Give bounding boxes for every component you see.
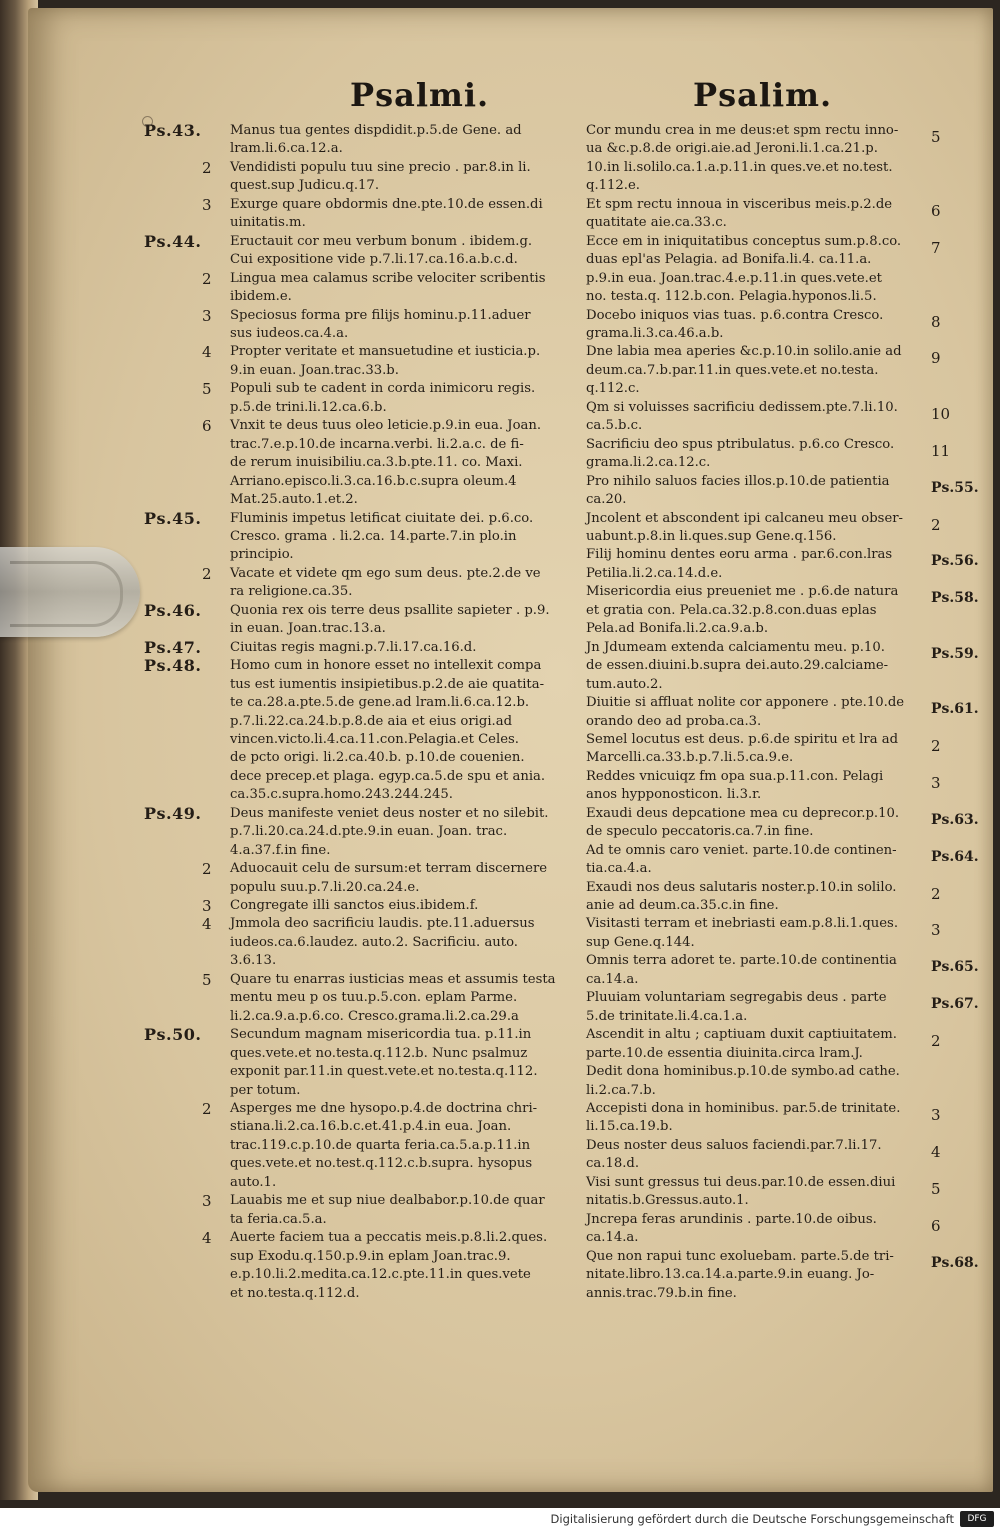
margin-reference: Ps.58. <box>931 590 979 607</box>
index-entry <box>586 546 979 583</box>
entry-line: ta feria.ca.5.a. <box>230 1211 327 1227</box>
entry-line: 4.a.37.f.in fine. <box>230 842 331 858</box>
entry-line: li.15.ca.19.b. <box>586 1119 673 1135</box>
entry-line: Ad te omnis caro veniet. parte.10.de continen- <box>586 842 897 858</box>
margin-reference: Ps.55. <box>931 479 979 496</box>
entry-line: uabunt.p.8.in li.ques.sup Gene.q.156. <box>586 528 837 544</box>
index-entry <box>148 380 578 417</box>
entry-line: Vnxit te deus tuus oleo leticie.p.9.in eua. Joan. <box>230 418 542 434</box>
index-entry <box>148 971 578 1026</box>
entry-line: Quare tu enarras iusticias meas et assumis testa <box>230 971 556 987</box>
index-entry <box>148 159 578 196</box>
entry-line: Jncrepa feras arundinis . parte.10.de oibus. <box>586 1211 877 1227</box>
margin-reference: 9 <box>931 349 941 368</box>
margin-reference: 2 <box>931 736 941 755</box>
margin-reference: Ps.65. <box>931 959 979 976</box>
index-entry <box>148 270 578 307</box>
entry-line: Qm si voluisses sacrificiu dedissem.pte.7.li.10. <box>586 399 898 415</box>
entry-line: Sacrificiu deo spus ptribulatus. p.6.co Cresco. <box>586 436 895 452</box>
entry-line: p.7.li.22.ca.24.b.p.8.de aia et eius origi.ad <box>230 713 513 729</box>
right-column <box>586 122 979 1303</box>
index-entry <box>586 1174 964 1211</box>
entry-line: Speciosus forma pre filijs hominu.p.11.aduer <box>230 307 531 323</box>
margin-reference: 7 <box>931 238 941 257</box>
margin-reference: 4 <box>931 1142 941 1161</box>
entry-line: Fluminis impetus letificat ciuitate dei. p.6.co. <box>230 510 534 526</box>
entry-line: ua &c.p.8.de origi.aie.ad Jeroni.li.1.ca.21.p. <box>586 141 878 157</box>
verse-number: 4 <box>202 915 212 934</box>
entry-line: p.9.in eua. Joan.trac.4.e.p.11.in ques.vete.et <box>586 270 882 286</box>
entry-line: de essen.diuini.b.supra dei.auto.29.calciame- <box>586 658 889 674</box>
left-column <box>144 121 578 1303</box>
entry-line: li.2.ca.7.b. <box>586 1082 656 1098</box>
verse-number: 5 <box>202 970 212 989</box>
verse-number: 4 <box>202 343 212 362</box>
index-entry <box>148 1100 578 1192</box>
index-entry <box>586 233 964 307</box>
index-entry <box>586 952 979 989</box>
entry-line: sup Gene.q.144. <box>586 934 695 950</box>
index-entry <box>148 915 578 970</box>
verse-number: 3 <box>202 897 212 916</box>
index-entry <box>144 803 578 860</box>
margin-reference: Ps.61. <box>931 701 979 718</box>
entry-line: 9.in euan. Joan.trac.33.b. <box>230 362 399 378</box>
index-entry <box>144 231 578 270</box>
index-entry <box>586 307 964 344</box>
entry-line: Vacate et videte qm ego sum deus. pte.2.de ve <box>230 565 541 581</box>
margin-reference: Ps.56. <box>931 553 979 570</box>
index-entry <box>586 436 964 473</box>
paper-clip <box>0 547 140 637</box>
entry-line: Visitasti terram et inebriasti eam.p.8.li.1.ques. <box>586 916 899 932</box>
psalm-number: Ps.47. <box>144 637 202 657</box>
entry-line: Lauabis me et sup niue dealbabor.p.10.de quar <box>230 1193 545 1209</box>
margin-reference: 2 <box>931 515 941 534</box>
index-entry <box>148 565 578 602</box>
index-entry <box>586 879 964 916</box>
margin-reference: Ps.68. <box>931 1254 979 1271</box>
margin-reference: 5 <box>931 128 941 146</box>
margin-reference: Ps.64. <box>931 848 979 865</box>
entry-line: per totum. <box>230 1082 301 1098</box>
entry-line: trac.119.c.p.10.de quarta feria.ca.5.a.p.11.in <box>230 1137 531 1153</box>
entry-line: Cor mundu crea in me deus:et spm rectu inno- <box>586 123 899 138</box>
entry-line: lram.li.6.ca.12.a. <box>230 141 343 157</box>
psalm-number: Ps.48. <box>144 656 202 676</box>
margin-reference: 3 <box>931 773 941 792</box>
running-head-right: Psalim. <box>693 76 833 114</box>
entry-line: Jncolent et abscondent ipi calcaneu meu obser- <box>586 510 904 526</box>
index-entry <box>586 768 964 805</box>
entry-line: no. testa.q. 112.b.con. Pelagia.hyponos.li.5. <box>586 289 877 305</box>
entry-line: tus est iumentis insipietibus.p.2.de aie quatita- <box>230 676 545 692</box>
margin-reference: 2 <box>931 1032 941 1051</box>
entry-line: auto.1. <box>230 1174 277 1190</box>
dfg-logo: DFG <box>960 1511 994 1527</box>
entry-line: Omnis terra adoret te. parte.10.de continentia <box>586 953 897 969</box>
index-entry <box>586 399 964 436</box>
entry-line: Exaudi nos deus salutaris noster.p.10.in solilo. <box>586 879 897 895</box>
entry-line: grama.li.3.ca.46.a.b. <box>586 325 724 341</box>
index-entry <box>586 122 964 196</box>
entry-line: Exurge quare obdormis dne.pte.10.de essen.di <box>230 196 543 212</box>
entry-line: Pluuiam voluntariam segregabis deus . parte <box>586 990 887 1006</box>
verse-number: 3 <box>202 306 212 325</box>
margin-reference: 10 <box>931 404 951 423</box>
index-entry <box>586 989 979 1026</box>
entry-line: quatitate aie.ca.33.c. <box>586 215 727 231</box>
margin-reference: 8 <box>931 312 941 331</box>
entry-line: trac.7.e.p.10.de incarna.verbi. li.2.a.c. de fi- <box>230 436 524 452</box>
entry-line: anie ad deum.ca.35.c.in fine. <box>586 898 779 914</box>
entry-line: Filij hominu dentes eoru arma . par.6.con.lras <box>586 547 893 563</box>
funding-credit: Digitalisierung gefördert durch die Deutsche Forschungsgemeinschaft <box>550 1512 954 1526</box>
entry-line: li.2.ca.9.a.p.6.co. Cresco.grama.li.2.ca.29.a <box>230 1008 519 1024</box>
entry-line: in euan. Joan.trac.13.a. <box>230 621 386 637</box>
psalm-number: Ps.46. <box>144 600 202 620</box>
entry-line: Docebo iniquos vias tuas. p.6.contra Cresco. <box>586 307 884 323</box>
index-entry <box>148 860 578 897</box>
entry-line: p.5.de trini.li.12.ca.6.b. <box>230 399 387 415</box>
index-entry <box>148 1229 578 1303</box>
entry-line: nitatis.b.Gressus.auto.1. <box>586 1193 749 1209</box>
entry-line: de speculo peccatoris.ca.7.in fine. <box>586 824 814 840</box>
index-entry <box>144 1025 578 1100</box>
index-entry <box>586 473 979 510</box>
entry-line: Quonia rex ois terre deus psallite sapieter . p.9. <box>230 602 550 618</box>
entry-line: Diuitie si affluat nolite cor apponere . pte.10.de <box>586 695 905 711</box>
index-entry <box>148 196 578 233</box>
entry-line: Petilia.li.2.ca.14.d.e. <box>586 565 723 581</box>
entry-line: Pro nihilo saluos facies illos.p.10.de patientia <box>586 473 890 489</box>
entry-line: duas epl'as Pelagia. ad Bonifa.li.4. ca.11.a. <box>586 252 872 268</box>
entry-line: ra religione.ca.35. <box>230 584 353 600</box>
index-entry <box>144 637 578 657</box>
entry-line: Asperges me dne hysopo.p.4.de doctrina chri- <box>230 1101 538 1117</box>
entry-line: Cui expositione vide p.7.li.17.ca.16.a.b.c.d. <box>230 252 518 268</box>
entry-line: Dedit dona hominibus.p.10.de symbo.ad cathe. <box>586 1064 900 1080</box>
entry-line: tia.ca.4.a. <box>586 861 652 877</box>
index-entry <box>586 343 964 398</box>
entry-line: Propter veritate et mansuetudine et iusticia.p. <box>230 344 541 360</box>
entry-line: iudeos.ca.6.laudez. auto.2. Sacrificiu. auto. <box>230 934 518 950</box>
entry-line: Exaudi deus depcatione mea cu deprecor.p.10. <box>586 805 900 821</box>
index-entry <box>586 639 979 694</box>
entry-line: q.112.e. <box>586 178 640 194</box>
entry-line: et gratia con. Pela.ca.32.p.8.con.duas eplas <box>586 602 877 618</box>
entry-line: Accepisti dona in hominibus. par.5.de trinitate. <box>586 1101 901 1117</box>
entry-line: 3.6.13. <box>230 953 277 969</box>
entry-line: Pela.ad Bonifa.li.2.ca.9.a.b. <box>586 621 769 637</box>
entry-line: ques.vete.et no.test.q.112.c.b.supra. hysopus <box>230 1156 533 1172</box>
verse-number: 2 <box>202 564 212 583</box>
index-entry <box>586 694 979 731</box>
index-entry <box>586 196 964 233</box>
entry-line: Manus tua gentes dispdidit.p.5.de Gene. ad <box>230 123 522 138</box>
margin-reference: 5 <box>931 1179 941 1198</box>
index-entry <box>586 583 979 638</box>
entry-line: ca.14.a. <box>586 1230 639 1246</box>
index-entry <box>144 600 578 639</box>
entry-line: Deus manifeste veniet deus noster et no silebit. <box>230 805 549 821</box>
entry-line: Vendidisti populu tuu sine precio . par.8.in li. <box>230 159 531 175</box>
entry-line: 5.de trinitate.li.4.ca.1.a. <box>586 1008 748 1024</box>
entry-line: Populi sub te cadent in corda inimicoru regis. <box>230 381 536 397</box>
entry-line: Ecce em in iniquitatibus conceptus sum.p.8.co. <box>586 233 902 249</box>
index-entry <box>148 307 578 344</box>
index-entry <box>148 897 578 915</box>
entry-line: orando deo ad proba.ca.3. <box>586 713 762 729</box>
psalm-number: Ps.49. <box>144 803 202 823</box>
entry-line: ca.18.d. <box>586 1156 640 1172</box>
psalm-number: Ps.45. <box>144 508 202 528</box>
psalm-number: Ps.43. <box>144 121 202 140</box>
index-entry <box>586 842 979 879</box>
index-entry <box>586 1248 979 1303</box>
entry-line: p.7.li.20.ca.24.d.pte.9.in euan. Joan. trac. <box>230 824 508 840</box>
entry-line: uinitatis.m. <box>230 215 306 231</box>
entry-line: deum.ca.7.b.par.11.in ques.vete.et no.testa. <box>586 362 879 378</box>
entry-line: Jn Jdumeam extenda calciamentu meu. p.10. <box>586 639 885 655</box>
margin-reference: Ps.67. <box>931 996 979 1013</box>
index-entry <box>144 508 578 565</box>
index-entry <box>148 1192 578 1229</box>
entry-line: populu suu.p.7.li.20.ca.24.e. <box>230 879 420 895</box>
verse-number: 4 <box>202 1229 212 1248</box>
entry-line: Visi sunt gressus tui deus.par.10.de essen.diui <box>586 1174 896 1190</box>
entry-line: Secundum magnam misericordia tua. p.11.in <box>230 1027 532 1043</box>
index-entry <box>586 805 979 842</box>
margin-reference: Ps.63. <box>931 811 979 828</box>
entry-line: ca.20. <box>586 492 627 508</box>
entry-line: Homo cum in honore esset no intellexit compa <box>230 658 542 674</box>
verse-number: 3 <box>202 195 212 214</box>
entry-line: sus iudeos.ca.4.a. <box>230 325 349 341</box>
index-entry <box>148 417 578 509</box>
entry-line: quest.sup Judicu.q.17. <box>230 178 380 194</box>
index-entry <box>144 121 578 159</box>
entry-line: Congregate illi sanctos eius.ibidem.f. <box>230 898 479 914</box>
entry-line: Ascendit in altu ; captiuam duxit captiuitatem. <box>586 1027 897 1043</box>
entry-line: Marcelli.ca.33.b.p.7.li.5.ca.9.e. <box>586 750 794 766</box>
entry-line: e.p.10.li.2.medita.ca.12.c.pte.11.in ques.vete <box>230 1267 531 1283</box>
entry-line: de rerum inuisibiliu.ca.3.b.pte.11. co. Maxi. <box>230 455 523 471</box>
footer-bar <box>0 1508 1000 1531</box>
verse-number: 2 <box>202 158 212 177</box>
index-entry <box>586 1137 964 1174</box>
index-entry <box>144 656 578 805</box>
entry-line: Que non rapui tunc exoluebam. parte.5.de tri- <box>586 1248 894 1264</box>
entry-line: 10.in li.solilo.ca.1.a.p.11.in ques.ve.et no.test. <box>586 159 893 175</box>
entry-line: ca.14.a. <box>586 971 639 987</box>
index-entry <box>148 343 578 380</box>
index-entry <box>586 1100 964 1137</box>
index-entry <box>586 1211 964 1248</box>
running-head-left: Psalmi. <box>350 76 490 114</box>
entry-line: Semel locutus est deus. p.6.de spiritu et lra ad <box>586 731 899 747</box>
entry-line: Reddes vnicuiqz fm opa sua.p.11.con. Pelagi <box>586 768 884 784</box>
index-entry <box>586 1063 964 1100</box>
margin-reference: 6 <box>931 1216 941 1235</box>
psalm-number: Ps.50. <box>144 1025 202 1045</box>
entry-line: ibidem.e. <box>230 289 292 305</box>
entry-line: Misericordia eius preueniet me . p.6.de natura <box>586 584 899 600</box>
index-entry <box>586 510 964 547</box>
entry-line: annis.trac.79.b.in fine. <box>586 1285 737 1301</box>
entry-line: vincen.victo.li.4.ca.11.con.Pelagia.et Celes. <box>230 731 519 747</box>
entry-line: Aduocauit celu de sursum:et terram discernere <box>230 861 548 877</box>
entry-line: Arriano.episco.li.3.ca.16.b.c.supra oleum.4 <box>230 473 517 489</box>
entry-line: anos hypponosticon. li.3.r. <box>586 787 762 803</box>
verse-number: 2 <box>202 1100 212 1119</box>
entry-line: et no.testa.q.112.d. <box>230 1285 360 1301</box>
margin-reference: 2 <box>931 884 941 903</box>
entry-line: q.112.c. <box>586 381 640 397</box>
entry-line: Jmmola deo sacrificiu laudis. pte.11.aduersus <box>230 916 535 932</box>
entry-line: Ciuitas regis magni.p.7.li.17.ca.16.d. <box>230 639 477 655</box>
entry-line: sup Exodu.q.150.p.9.in eplam Joan.trac.9. <box>230 1248 511 1264</box>
entry-line: dece precep.et plaga. egyp.ca.5.de spu et ania. <box>230 768 546 784</box>
index-entry <box>586 915 964 952</box>
verse-number: 2 <box>202 860 212 879</box>
entry-line: ca.5.b.c. <box>586 418 643 434</box>
entry-line: te ca.28.a.pte.5.de gene.ad lram.li.6.ca.12.b. <box>230 695 530 711</box>
index-entry <box>586 1026 964 1063</box>
index-entry <box>586 731 964 768</box>
verse-number: 3 <box>202 1192 212 1211</box>
entry-line: ques.vete.et no.testa.q.112.b. Nunc psalmuz <box>230 1045 528 1061</box>
margin-reference: 3 <box>931 1106 941 1125</box>
entry-line: tum.auto.2. <box>586 676 663 692</box>
entry-line: Deus noster deus saluos faciendi.par.7.li.17. <box>586 1137 882 1153</box>
entry-line: parte.10.de essentia diuinita.circa lram.J. <box>586 1045 863 1061</box>
verse-number: 5 <box>202 380 212 399</box>
entry-line: grama.li.2.ca.12.c. <box>586 455 711 471</box>
entry-line: exponit par.11.in quest.vete.et no.testa.q.112. <box>230 1064 538 1080</box>
entry-line: Mat.25.auto.1.et.2. <box>230 492 358 508</box>
entry-line: Lingua mea calamus scribe velociter scribentis <box>230 270 546 286</box>
entry-line: principio. <box>230 547 294 563</box>
psalm-number: Ps.44. <box>144 231 202 251</box>
entry-line: mentu meu p os tuu.p.5.con. eplam Parme. <box>230 990 518 1006</box>
entry-line: Cresco. grama . li.2.ca. 14.parte.7.in plo.in <box>230 528 517 544</box>
margin-reference: 3 <box>931 921 941 940</box>
entry-line: Et spm rectu innoua in visceribus meis.p.2.de <box>586 196 893 212</box>
verse-number: 6 <box>202 417 212 436</box>
entry-line: Eructauit cor meu verbum bonum . ibidem.g. <box>230 233 533 249</box>
margin-reference: 11 <box>931 441 951 460</box>
entry-line: nitate.libro.13.ca.14.a.parte.9.in euang. Jo- <box>586 1267 875 1283</box>
entry-line: stiana.li.2.ca.16.b.c.et.41.p.4.in eua. Joan. <box>230 1119 512 1135</box>
margin-reference: 6 <box>931 201 941 220</box>
entry-line: ca.35.c.supra.homo.243.244.245. <box>230 787 453 803</box>
entry-line: de pcto origi. li.2.ca.40.b. p.10.de couenien. <box>230 750 525 766</box>
verse-number: 2 <box>202 269 212 288</box>
entry-line: Dne labia mea aperies &c.p.10.in solilo.anie ad <box>586 344 902 360</box>
margin-reference: Ps.59. <box>931 645 979 662</box>
entry-line: Auerte faciem tua a peccatis meis.p.8.li.2.ques. <box>230 1230 548 1246</box>
